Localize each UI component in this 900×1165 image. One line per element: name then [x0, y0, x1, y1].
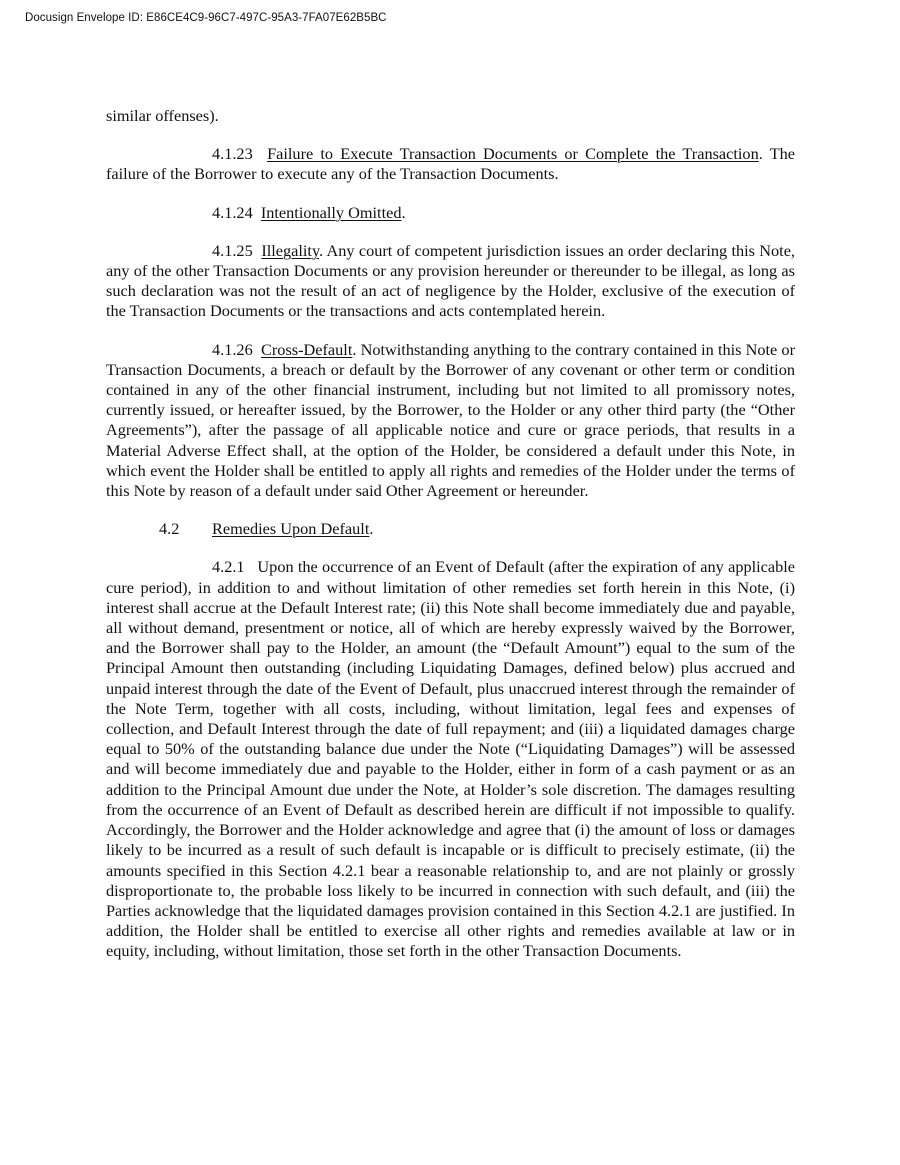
heading-suffix: . [369, 519, 374, 539]
section-body: Any court of competent jurisdiction issues an order declaring this Note, any of the other Transaction Documents or any provision hereunder or thereunder to be illegal, as long as such declaration was not the result of an act of negligence by the Holder, exclusive of the execution of the Transaction Documents or the transactions and acts contemplated herein. [106, 240, 795, 321]
section-4-1-24 [106, 203, 795, 223]
section-number: 4.2 [159, 519, 180, 539]
section-heading: Cross-Default [261, 339, 353, 359]
heading-suffix: . [352, 339, 357, 359]
section-4-1-23 [106, 144, 795, 184]
section-number: 4.1.23 [212, 144, 253, 164]
continuation-text: similar offenses). [106, 106, 219, 125]
section-4-1-26 [106, 340, 795, 502]
section-body: Notwithstanding anything to the contrary contained in this Note or Transaction Documents, a breach or default by the Borrower of any covenant or other term or condition contained in any of the other financial instrument, including but not limited to all promissory notes, currently issued, or hereafter issued, by the Borrower, to the Holder or any other third party (the “Other Agreements”), after the passage of all applicable notice and cure or grace periods, that results in a Material Adverse Effect shall, at the option of the Holder, be considered a default under this Note, in which event the Holder shall be entitled to apply all rights and remedies of the Holder under the terms of this Note by reason of a default under said Other Agreement or hereunder. [106, 339, 795, 501]
section-4-2-1 [106, 557, 795, 961]
section-heading: Illegality [261, 240, 320, 260]
section-number: 4.2.1 [212, 557, 245, 577]
section-number: 4.1.24 [212, 202, 253, 222]
section-heading: Failure to Execute Transaction Documents or Complete the Transaction [267, 144, 759, 164]
section-heading: Remedies Upon Default [212, 519, 370, 539]
section-heading: Intentionally Omitted [260, 202, 402, 222]
heading-suffix: . [319, 240, 324, 260]
section-4-2 [106, 519, 795, 539]
heading-suffix: . [401, 202, 406, 222]
docusign-envelope-id: Docusign Envelope ID: E86CE4C9-96C7-497C-95A3-7FA07E62B5BC [25, 12, 387, 24]
document-page-body [106, 106, 795, 980]
section-body: The failure of the Borrower to execute any of the Transaction Documents. [106, 144, 796, 184]
section-number: 4.1.25 [212, 240, 253, 260]
section-number: 4.1.26 [212, 339, 253, 359]
section-4-1-25 [106, 241, 795, 322]
heading-suffix: . [758, 144, 763, 164]
section-body: Upon the occurrence of an Event of Default (after the expiration of any applicable cure period), in addition to and without limitation of other remedies set forth herein in this Note, (i) interest shall accrue at the Default Interest rate; (ii) this Note shall become immediately due and payable, all without demand, presentment or notice, all of which are hereby expressly waived by the Borrower, and the Borrower shall pay to the Holder, an amount (the “Default Amount”) equal to the sum of the Principal Amount then outstanding (including Liquidating Damages, defined below) plus accrued and unpaid interest through the date of the Event of Default, plus unaccrued interest through the remainder of the Note Term, together with all costs, including, without limitation, legal fees and expenses of collection, and Default Interest through the date of full repayment; and (iii) a liquidated damages charge equal to 50% of the outstanding balance due under the Note (“Liquidating Damages”) will be assessed and will become immediately due and payable to the Holder, either in form of a cash payment or as an addition to the Principal Amount due under the Note, at Holder’s sole discretion. The damages resulting from the occurrence of an Event of Default as described herein are difficult if not impossible to qualify. Accordingly, the Borrower and the Holder acknowledge and agree that (i) the amount of loss or damages likely to be incurred as a result of such default is incapable or is difficult to precisely estimate, (ii) the amounts specified in this Section 4.2.1 bear a reasonable relationship to, and are not plainly or grossly disproportionate to, the probable loss likely to be incurred in connection with such default, and (iii) the Parties acknowledge that the liquidated damages provision contained in this Section 4.2.1 are justified. In addition, the Holder shall be entitled to exercise all other rights and remedies available at law or in equity, including, without limitation, those set forth in the other Transaction Documents. [106, 557, 795, 961]
